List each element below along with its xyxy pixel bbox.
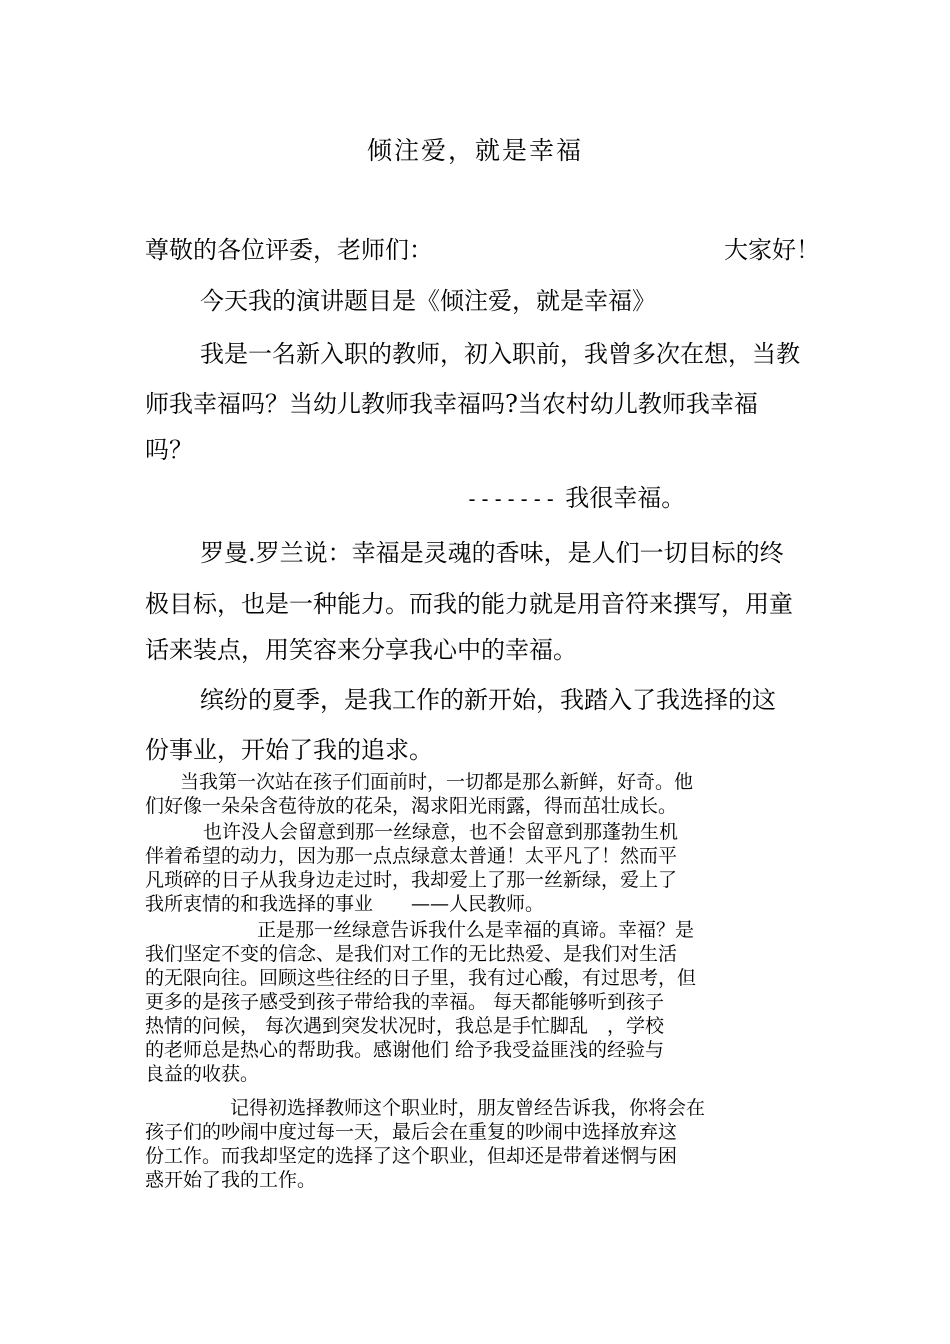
paragraph-line: 的老师总是热心的帮助我。感谢他们 给予我受益匪浅的经验与 bbox=[145, 1039, 665, 1061]
paragraph-line: 当我第一次站在孩子们面前时，一切都是那么新鲜，好奇。他 bbox=[180, 771, 694, 793]
salutation-addressee: 尊敬的各位评委，老师们： bbox=[145, 236, 433, 264]
paragraph-line: 正是那一丝绿意告诉我什么是幸福的真谛。幸福？是 bbox=[257, 919, 695, 941]
paragraph-line: 的无限向往。回顾这些往经的日子里，我有过心酸，有过思考，但 bbox=[145, 967, 697, 989]
paragraph-line: 我们坚定不变的信念、是我们对工作的无比热爱、是我们对生活 bbox=[145, 943, 678, 965]
dash-line-text: 我很幸福。 bbox=[565, 484, 686, 512]
paragraph-line: 今天我的演讲题目是《倾注爱，就是幸福》 bbox=[200, 287, 656, 315]
paragraph-line: 我所衷情的和我选择的事业 ——人民教师。 bbox=[145, 893, 545, 915]
dash-line bbox=[466, 482, 685, 515]
paragraph-line: 极目标，也是一种能力。而我的能力就是用音符来撰写，用童 bbox=[145, 590, 793, 618]
salutation-line bbox=[145, 234, 820, 266]
salutation-greeting: 大家好！ bbox=[724, 236, 820, 264]
paragraph-line: 们好像一朵朵含苞待放的花朵，渴求阳光雨露，得而茁壮成长。 bbox=[145, 795, 678, 817]
paragraph-line: 惑开始了我的工作。 bbox=[145, 1169, 317, 1191]
paragraph-line: 记得初选择教师这个职业时，朋友曾经告诉我，你将会在 bbox=[230, 1097, 706, 1119]
paragraph-line: 罗曼.罗兰说：幸福是灵魂的香味，是人们一切目标的终 bbox=[200, 539, 784, 567]
paragraph-line: 也许没人会留意到那一丝绿意，也不会留意到那蓬勃生机 bbox=[203, 821, 679, 843]
paragraph-line: 热情的问候， 每次遇到突发状况时，我总是手忙脚乱 ，学校 bbox=[145, 1015, 665, 1037]
paragraph-line: 份事业，开始了我的追求。 bbox=[145, 736, 433, 764]
paragraph-line: 更多的是孩子感受到孩子带给我的幸福。 每天都能够听到孩子 bbox=[145, 991, 665, 1013]
dash-separator: ------- bbox=[466, 487, 558, 511]
paragraph-line: 缤纷的夏季，是我工作的新开始，我踏入了我选择的这 bbox=[200, 686, 776, 714]
paragraph-line: 吗？ bbox=[145, 436, 193, 464]
paragraph-line: 份工作。而我却坚定的选择了这个职业，但却还是带着迷惘与困 bbox=[145, 1145, 678, 1167]
paragraph-line: 师我幸福吗？当幼儿教师我幸福吗?当农村幼儿教师我幸福 bbox=[145, 390, 758, 418]
paragraph-line: 话来装点，用笑容来分享我心中的幸福。 bbox=[145, 636, 577, 664]
paragraph-line: 伴着希望的动力，因为那一点点绿意太普通！太平凡了！然而平 bbox=[145, 845, 678, 867]
document-title: 倾注爱，就是幸福 bbox=[366, 136, 583, 165]
paragraph-line: 孩子们的吵闹中度过每一天，最后会在重复的吵闹中选择放弃这 bbox=[145, 1121, 678, 1143]
paragraph-line: 良益的收获。 bbox=[145, 1063, 260, 1085]
paragraph-line: 凡琐碎的日子从我身边走过时，我却爱上了那一丝新绿，爱上了 bbox=[145, 869, 678, 891]
paragraph-line: 我是一名新入职的教师，初入职前，我曾多次在想，当教 bbox=[200, 340, 800, 368]
